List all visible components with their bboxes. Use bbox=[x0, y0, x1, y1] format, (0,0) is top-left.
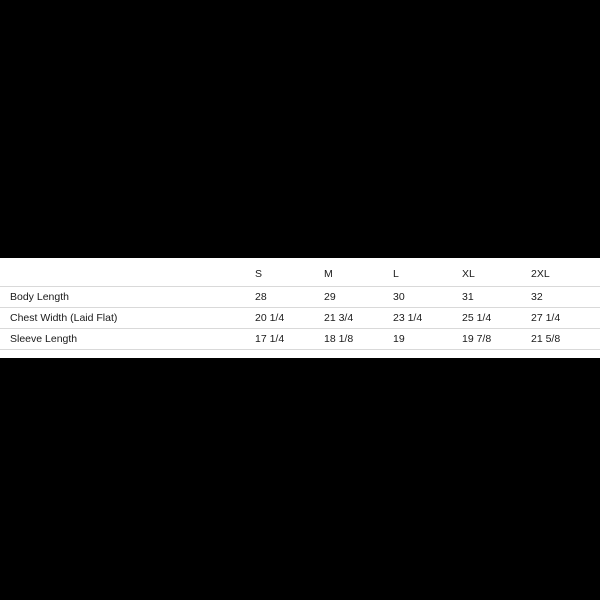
header-size-2xl: 2XL bbox=[531, 268, 550, 280]
row-label-sleeve-length: Sleeve Length bbox=[10, 333, 78, 345]
cell-sleeve-length-m: 18 1/8 bbox=[324, 333, 354, 345]
cell-body-length-2xl: 32 bbox=[531, 291, 543, 303]
size-chart-table bbox=[0, 264, 600, 350]
cell-chest-width-m: 21 3/4 bbox=[324, 312, 354, 324]
cell-chest-width-s: 20 1/4 bbox=[255, 312, 285, 324]
table-row bbox=[0, 308, 600, 329]
cell-body-length-l: 30 bbox=[393, 291, 405, 303]
header-size-xl: XL bbox=[462, 268, 475, 280]
header-row bbox=[0, 264, 600, 287]
header-size-l: L bbox=[393, 268, 399, 280]
table-row bbox=[0, 329, 600, 350]
cell-sleeve-length-2xl: 21 5/8 bbox=[531, 333, 561, 345]
table-header bbox=[0, 264, 600, 287]
cell-chest-width-2xl: 27 1/4 bbox=[531, 312, 561, 324]
header-size-s: S bbox=[255, 268, 263, 280]
cell-sleeve-length-l: 19 bbox=[393, 333, 405, 345]
row-label-body-length: Body Length bbox=[10, 291, 69, 303]
cell-sleeve-length-s: 17 1/4 bbox=[255, 333, 285, 345]
row-label-chest-width: Chest Width (Laid Flat) bbox=[10, 312, 118, 324]
cell-body-length-xl: 31 bbox=[462, 291, 474, 303]
cell-body-length-s: 28 bbox=[255, 291, 267, 303]
table-row bbox=[0, 287, 600, 308]
table-body bbox=[0, 287, 600, 350]
cell-body-length-m: 29 bbox=[324, 291, 336, 303]
size-chart-panel bbox=[0, 258, 600, 358]
cell-chest-width-xl: 25 1/4 bbox=[462, 312, 492, 324]
cell-chest-width-l: 23 1/4 bbox=[393, 312, 423, 324]
header-size-m: M bbox=[324, 268, 333, 280]
chart-bottom-spacer bbox=[0, 350, 600, 358]
header-measurement bbox=[0, 264, 255, 287]
cell-sleeve-length-xl: 19 7/8 bbox=[462, 333, 492, 345]
